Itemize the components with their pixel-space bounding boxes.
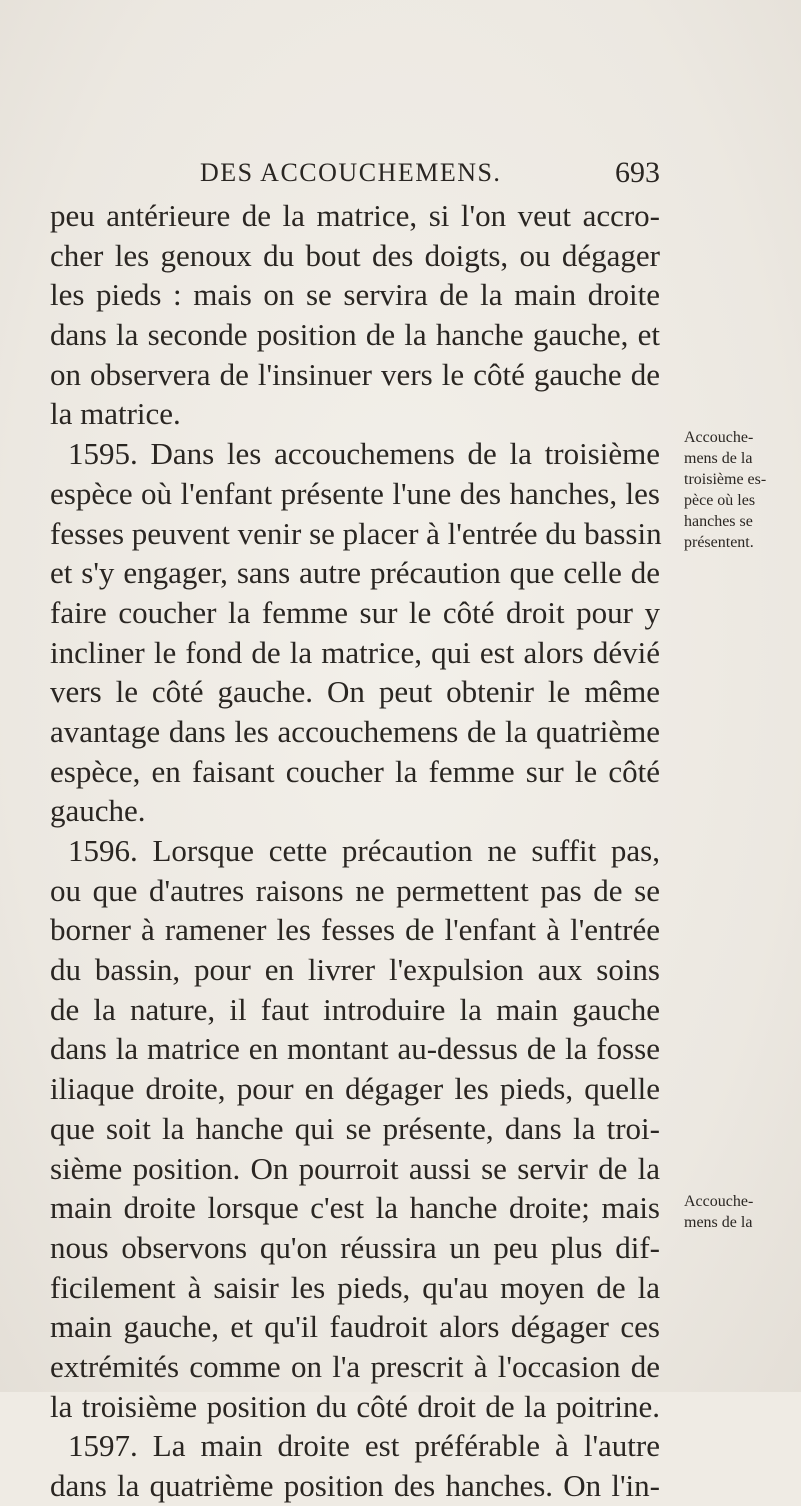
text-line: dans la seconde position de la hanche gauche, et: [50, 317, 660, 353]
margin-note-line: présentent.: [684, 534, 754, 551]
text-line: la troisième position du côté droit de la poitrine.: [50, 1388, 660, 1424]
text-line: vers le côté gauche. On peut obtenir le même: [50, 674, 660, 710]
text-line: sième position. On pourroit aussi se servir de la: [50, 1150, 660, 1186]
running-title: DES ACCOUCHEMENS.: [200, 158, 502, 187]
margin-note-line: mens de la: [684, 450, 753, 467]
paragraph-1595-start: 1595. Dans les accouchemens de la troisième: [68, 436, 660, 472]
margin-note-line: hanches se: [684, 513, 753, 530]
text-line: espèce, en faisant coucher la femme sur le côté: [50, 753, 660, 789]
text-line: de la nature, il faut introduire la main gauche: [50, 991, 660, 1027]
text-line: dans la matrice en montant au-dessus de la fosse: [50, 1031, 660, 1067]
margin-note-line: pèce où les: [684, 492, 756, 509]
text-line: la matrice.: [50, 396, 181, 432]
text-line: iliaque droite, pour en dégager les pieds, quelle: [50, 1071, 660, 1107]
text-line: peu antérieure de la matrice, si l'on veut accro-: [50, 198, 660, 233]
margin-note-line: Accouche-: [684, 429, 754, 446]
text-line: borner à ramener les fesses de l'enfant à l'entrée: [50, 912, 660, 948]
text-line: incliner le fond de la matrice, qui est alors dévié: [50, 634, 660, 670]
text-line: nous observons qu'on réussira un peu plus dif-: [50, 1229, 660, 1265]
text-line: main droite lorsque c'est la hanche droite; mais: [50, 1190, 660, 1226]
margin-note-line: troisième es-: [684, 471, 767, 488]
text-line: faire coucher la femme sur le côté droit pour y: [50, 594, 660, 630]
text-line: cher les genoux du bout des doigts, ou dégager: [50, 237, 660, 273]
margin-note-1595: [684, 427, 796, 553]
text-line: on observera de l'insinuer vers le côté gauche de: [50, 356, 660, 392]
text-line: espèce où l'enfant présente l'une des hanches, les: [50, 475, 660, 511]
text-line: du bassin, pour en livrer l'expulsion aux soins: [50, 952, 660, 988]
text-line: ficilement à saisir les pieds, qu'au moyen de la: [50, 1269, 660, 1305]
margin-note-1597: [684, 1191, 796, 1233]
margin-note-line: mens de la: [684, 1214, 753, 1231]
running-head: [150, 158, 660, 198]
text-line: les pieds : mais on se servira de la main droite: [50, 277, 660, 313]
paragraph-1596-start: 1596. Lorsque cette précaution ne suffit pas,: [68, 833, 660, 868]
margin-note-line: Accouche-: [684, 1193, 754, 1210]
text-line: gauche.: [50, 793, 146, 829]
body-text: [50, 196, 660, 1506]
text-line: avantage dans les accouchemens de la quatrième: [50, 713, 660, 749]
text-line: main gauche, et qu'il faudroit alors dégager ces: [50, 1309, 660, 1345]
text-line: extrémités comme on l'a prescrit à l'occasion de: [50, 1348, 660, 1384]
text-line: ou que d'autres raisons ne permettent pas de se: [50, 872, 660, 908]
paragraph-1597-start: 1597. La main droite est préférable à l'autre: [68, 1428, 660, 1464]
text-line: et s'y engager, sans autre précaution que celle de: [50, 555, 660, 591]
text-line: que soit la hanche qui se présente, dans la troi-: [50, 1110, 660, 1146]
text-line: dans la quatrième position des hanches. On l'in-: [50, 1468, 660, 1503]
text-line: fesses peuvent venir se placer à l'entrée du bassin: [50, 515, 662, 551]
page-number: 693: [615, 156, 660, 189]
